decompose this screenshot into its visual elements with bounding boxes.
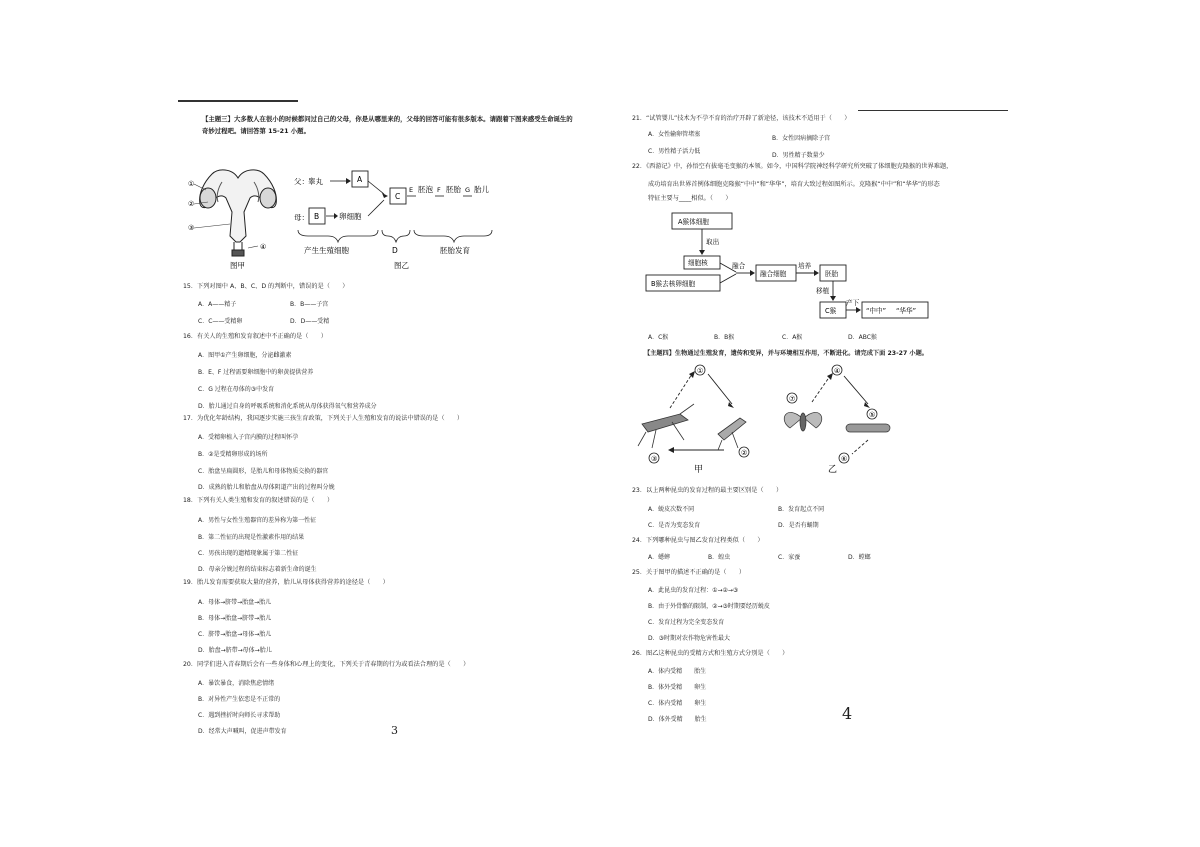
question-21-option-c: C．男性精子活力低	[648, 148, 701, 155]
question-19-option-a: A．母体→脐带→胎盘→胎儿	[198, 599, 272, 606]
question-15-stem: 15．下列对图中 A、B、C、D 的判断中，错误的是（ ）	[183, 283, 349, 290]
fetus-label: 胎儿	[474, 185, 489, 194]
question-23-option-a: A．蜕皮次数不同	[648, 506, 695, 513]
question-18-option-a: A．男性与女性生殖器官的差异称为第一性征	[198, 517, 317, 524]
testis-label: 睾丸	[308, 177, 323, 186]
box-b: B	[314, 212, 320, 221]
question-17-option-d: D．成熟的胎儿和胎盘从母体阴道产出的过程叫分娩	[198, 484, 335, 491]
page-number-right: 4	[842, 704, 853, 723]
question-21-option-a: A．女性输卵管堵塞	[648, 131, 701, 138]
embryo-sac-label: 胚泡	[418, 185, 433, 194]
question-25-stem: 25．关于图甲的描述不正确的是（ ）	[632, 569, 746, 576]
father-label: 父：	[294, 177, 309, 186]
b-egg-label: B猴去核卵细胞	[651, 280, 696, 288]
yi-marker-7: ⑦	[789, 395, 796, 403]
culture-label: 培养	[798, 262, 812, 270]
question-25-option-a: A．此昆虫的发育过程：①→②→③	[648, 587, 739, 594]
question-16-option-b: B．E、F 过程需要卵细胞中的卵黄提供营养	[198, 369, 314, 376]
question-21-option-b: B．女性因病摘除子宫	[772, 135, 831, 142]
question-22-option-d: D．ABC猴	[848, 334, 877, 341]
question-20-stem: 20．同学们进入青春期后会有一些身体和心理上的变化，下列关于青春期的行为或看法合理的是（ ）	[183, 661, 470, 668]
stage-e: E	[409, 186, 414, 194]
jia-marker-2: ②	[741, 449, 748, 457]
question-16-option-a: A．图甲①产生卵细胞，分泌雌激素	[198, 352, 292, 359]
huahua-label: “华华”	[896, 307, 917, 315]
question-22-stem-line-2: 成功培育出世界首例体细胞克隆猴“中中”和“华华”，培育大致过程如图所示。克隆猴“中中”和“华华”的形态	[648, 181, 940, 188]
question-20-option-c: C．遇到挫折时向师长寻求帮助	[198, 712, 281, 719]
question-20-option-d: D．经常大声喊叫，促进声带发育	[198, 728, 287, 735]
question-20-option-b: B．对异性产生依恋是不正常的	[198, 696, 281, 703]
c-monkey-label: C猴	[825, 307, 837, 315]
moth-adult-icon	[784, 412, 822, 431]
question-16-option-c: C．G 过程在母体的③中发育	[198, 386, 275, 393]
box-a: A	[357, 175, 363, 184]
question-22-stem-line-1: 22．《西游记》中，孙悟空有拔毫毛变猴的本领。如今，中国科学院神经科学研究所突破了体细胞克隆猴的世界难题，	[632, 163, 953, 170]
question-22-option-b: B．B猴	[714, 334, 735, 341]
question-17-option-a: A．受精卵植入子宫内膜的过程叫怀孕	[198, 434, 299, 441]
question-21-option-d: D．男性精子数量少	[772, 152, 825, 159]
theme-four-intro: 【主题四】生物通过生殖发育，遗传和变异，并与环境相互作用，不断进化。请完成下面 23-27 小题。	[644, 350, 928, 357]
brace-d-label: D	[392, 246, 398, 255]
question-18-option-c: C．男孩出现的遗精现象属于第二性征	[198, 550, 299, 557]
question-24-option-a: A．蟋蟀	[648, 554, 671, 561]
jia-caption: 甲	[694, 465, 704, 475]
a-somatic-cell: A猴体细胞	[678, 218, 709, 226]
question-24-stem: 24．下列哪种昆虫与图乙发育过程类似（ ）	[632, 537, 764, 544]
left-page	[178, 100, 576, 740]
jia-marker-3: ③	[651, 455, 658, 463]
nucleus-label: 细胞核	[688, 259, 708, 267]
question-15-option-c: C．C——受精卵	[198, 318, 243, 325]
question-26-option-d: D．体外受精 胎生	[648, 716, 707, 723]
question-15	[183, 282, 349, 291]
embryo-label: 胚胎	[446, 185, 461, 194]
question-16-stem: 16．有关人的生殖和发育叙述中不正确的是（ ）	[183, 333, 327, 340]
question-25-option-c: C．发育过程为完全变态发育	[648, 619, 725, 626]
question-16-option-d: D．胎儿通过自身的呼吸系统和消化系统从母体获得氧气和营养成分	[198, 403, 377, 410]
box-c: C	[395, 192, 401, 201]
stage-g: G	[465, 186, 471, 194]
yi-marker-4: ④	[834, 367, 841, 375]
question-19-stem: 19．胎儿发育需要获取大量的营养，胎儿从母体获得营养的途径是（ ）	[183, 579, 389, 586]
question-19-option-d: D．胎盘→脐带→母体→胎儿	[198, 647, 272, 654]
marker-2: ②	[188, 200, 195, 208]
theme-three-intro: 【主题三】大多数人在很小的时候都问过自己的父母，你是从哪里来的，父母的回答可能有很多版本。请跟着下图来感受生命诞生的奇妙过程吧。请回答第 15-21 小题。	[202, 115, 573, 135]
question-15-option-d: D．D——受精	[290, 318, 330, 325]
grasshopper-adult-icon	[638, 404, 694, 448]
question-24-option-c: C．家蚕	[778, 554, 801, 561]
birth-label: 产下	[846, 299, 860, 307]
insect-life-cycle-diagram	[632, 362, 962, 482]
question-23-option-d: D．是否有蛹期	[778, 522, 819, 529]
question-22-stem-line-3: 特征主要与____相似。（ ）	[648, 195, 732, 202]
brace-gamete-label: 产生生殖细胞	[304, 246, 349, 255]
question-18-stem: 18．下列有关人类生殖和发育的叙述错误的是（ ）	[183, 497, 334, 504]
yi-marker-5: ⑤	[869, 411, 876, 419]
yi-marker-6: ⑥	[841, 455, 848, 463]
mother-label: 母：	[294, 213, 309, 222]
marker-3: ③	[188, 224, 195, 232]
question-20-option-a: A．暴饮暴食，消除焦虑情绪	[198, 680, 275, 687]
question-15-option-b: B．B——子宫	[290, 301, 329, 308]
question-19-option-b: B．母体→胎盘→脐带→胎儿	[198, 615, 272, 622]
zhongzhong-label: “中中”	[866, 307, 887, 315]
fuse-label: 融合	[732, 262, 746, 270]
page-number-left: 3	[391, 724, 398, 737]
question-26-option-a: A．体内受精 胎生	[648, 668, 707, 675]
caterpillar-icon	[846, 424, 890, 432]
figure-b-caption: 图乙	[394, 261, 409, 270]
question-25-option-d: D．③时期对农作物危害性最大	[648, 635, 730, 642]
question-26-option-c: C．体内受精 卵生	[648, 700, 707, 707]
question-17-option-c: C．胎盘呈扁圆形，是胎儿和母体物质交换的器官	[198, 468, 329, 475]
question-23-option-c: C．是否为变态发育	[648, 522, 701, 529]
marker-4: ④	[260, 243, 267, 251]
jia-marker-1: ①	[697, 367, 704, 375]
brace-embryo-label: 胚胎发育	[440, 246, 470, 255]
question-24-option-d: D．螳螂	[848, 554, 871, 561]
question-15-option-a: A．A——精子	[198, 301, 237, 308]
question-25-option-b: B．由于外骨骼的限制，②→③时期要经历蜕皮	[648, 603, 770, 610]
figure-a-caption: 图甲	[230, 261, 245, 270]
reproduction-diagram	[178, 158, 508, 270]
yi-caption: 乙	[828, 465, 838, 475]
question-23-option-b: B．发育起点不同	[778, 506, 825, 513]
question-23-stem: 23．以上两种昆虫的发育过程的最主要区别是（ ）	[632, 487, 783, 494]
cloning-flow-diagram	[632, 208, 962, 324]
fused-cell-label: 融合细胞	[760, 270, 787, 278]
top-rule	[178, 100, 298, 102]
question-26-stem: 26．图乙这种昆虫的受精方式和生殖方式分别是（ ）	[632, 650, 789, 657]
question-24-option-b: B．蝗虫	[708, 554, 731, 561]
question-17-option-b: B．②是受精卵形成的场所	[198, 451, 268, 458]
question-26-option-b: B．体外受精 卵生	[648, 684, 707, 691]
grasshopper-nymph-icon	[718, 418, 746, 450]
transplant-label: 移植	[816, 287, 830, 295]
egg-cell-label: 卵细胞	[339, 212, 362, 221]
question-21-stem: 21．“试管婴儿”技术为不孕不育的治疗开辟了新途径，该技术不适用于（ ）	[632, 115, 851, 122]
question-18-option-b: B．第二性征的出现是性激素作用的结果	[198, 534, 305, 541]
question-22-option-a: A．C猴	[648, 334, 669, 341]
question-22-option-c: C．A猴	[782, 334, 803, 341]
embryo-flow-label: 胚胎	[825, 270, 839, 278]
extract-label: 取出	[706, 238, 720, 246]
question-19-option-c: C．脐带→胎盘→母体→胎儿	[198, 631, 272, 638]
top-rule-right	[858, 110, 1008, 111]
question-18-option-d: D．母亲分娩过程的结束标志着新生命的诞生	[198, 566, 317, 573]
right-page	[632, 100, 1022, 740]
marker-1: ①	[188, 180, 195, 188]
development-flow	[294, 171, 492, 270]
question-17-stem: 17．为优化年龄结构，我国逐步实施三孩生育政策，下列关于人生殖和发育的说法中错误的是（ ）	[183, 415, 464, 422]
stage-f: F	[437, 186, 441, 194]
